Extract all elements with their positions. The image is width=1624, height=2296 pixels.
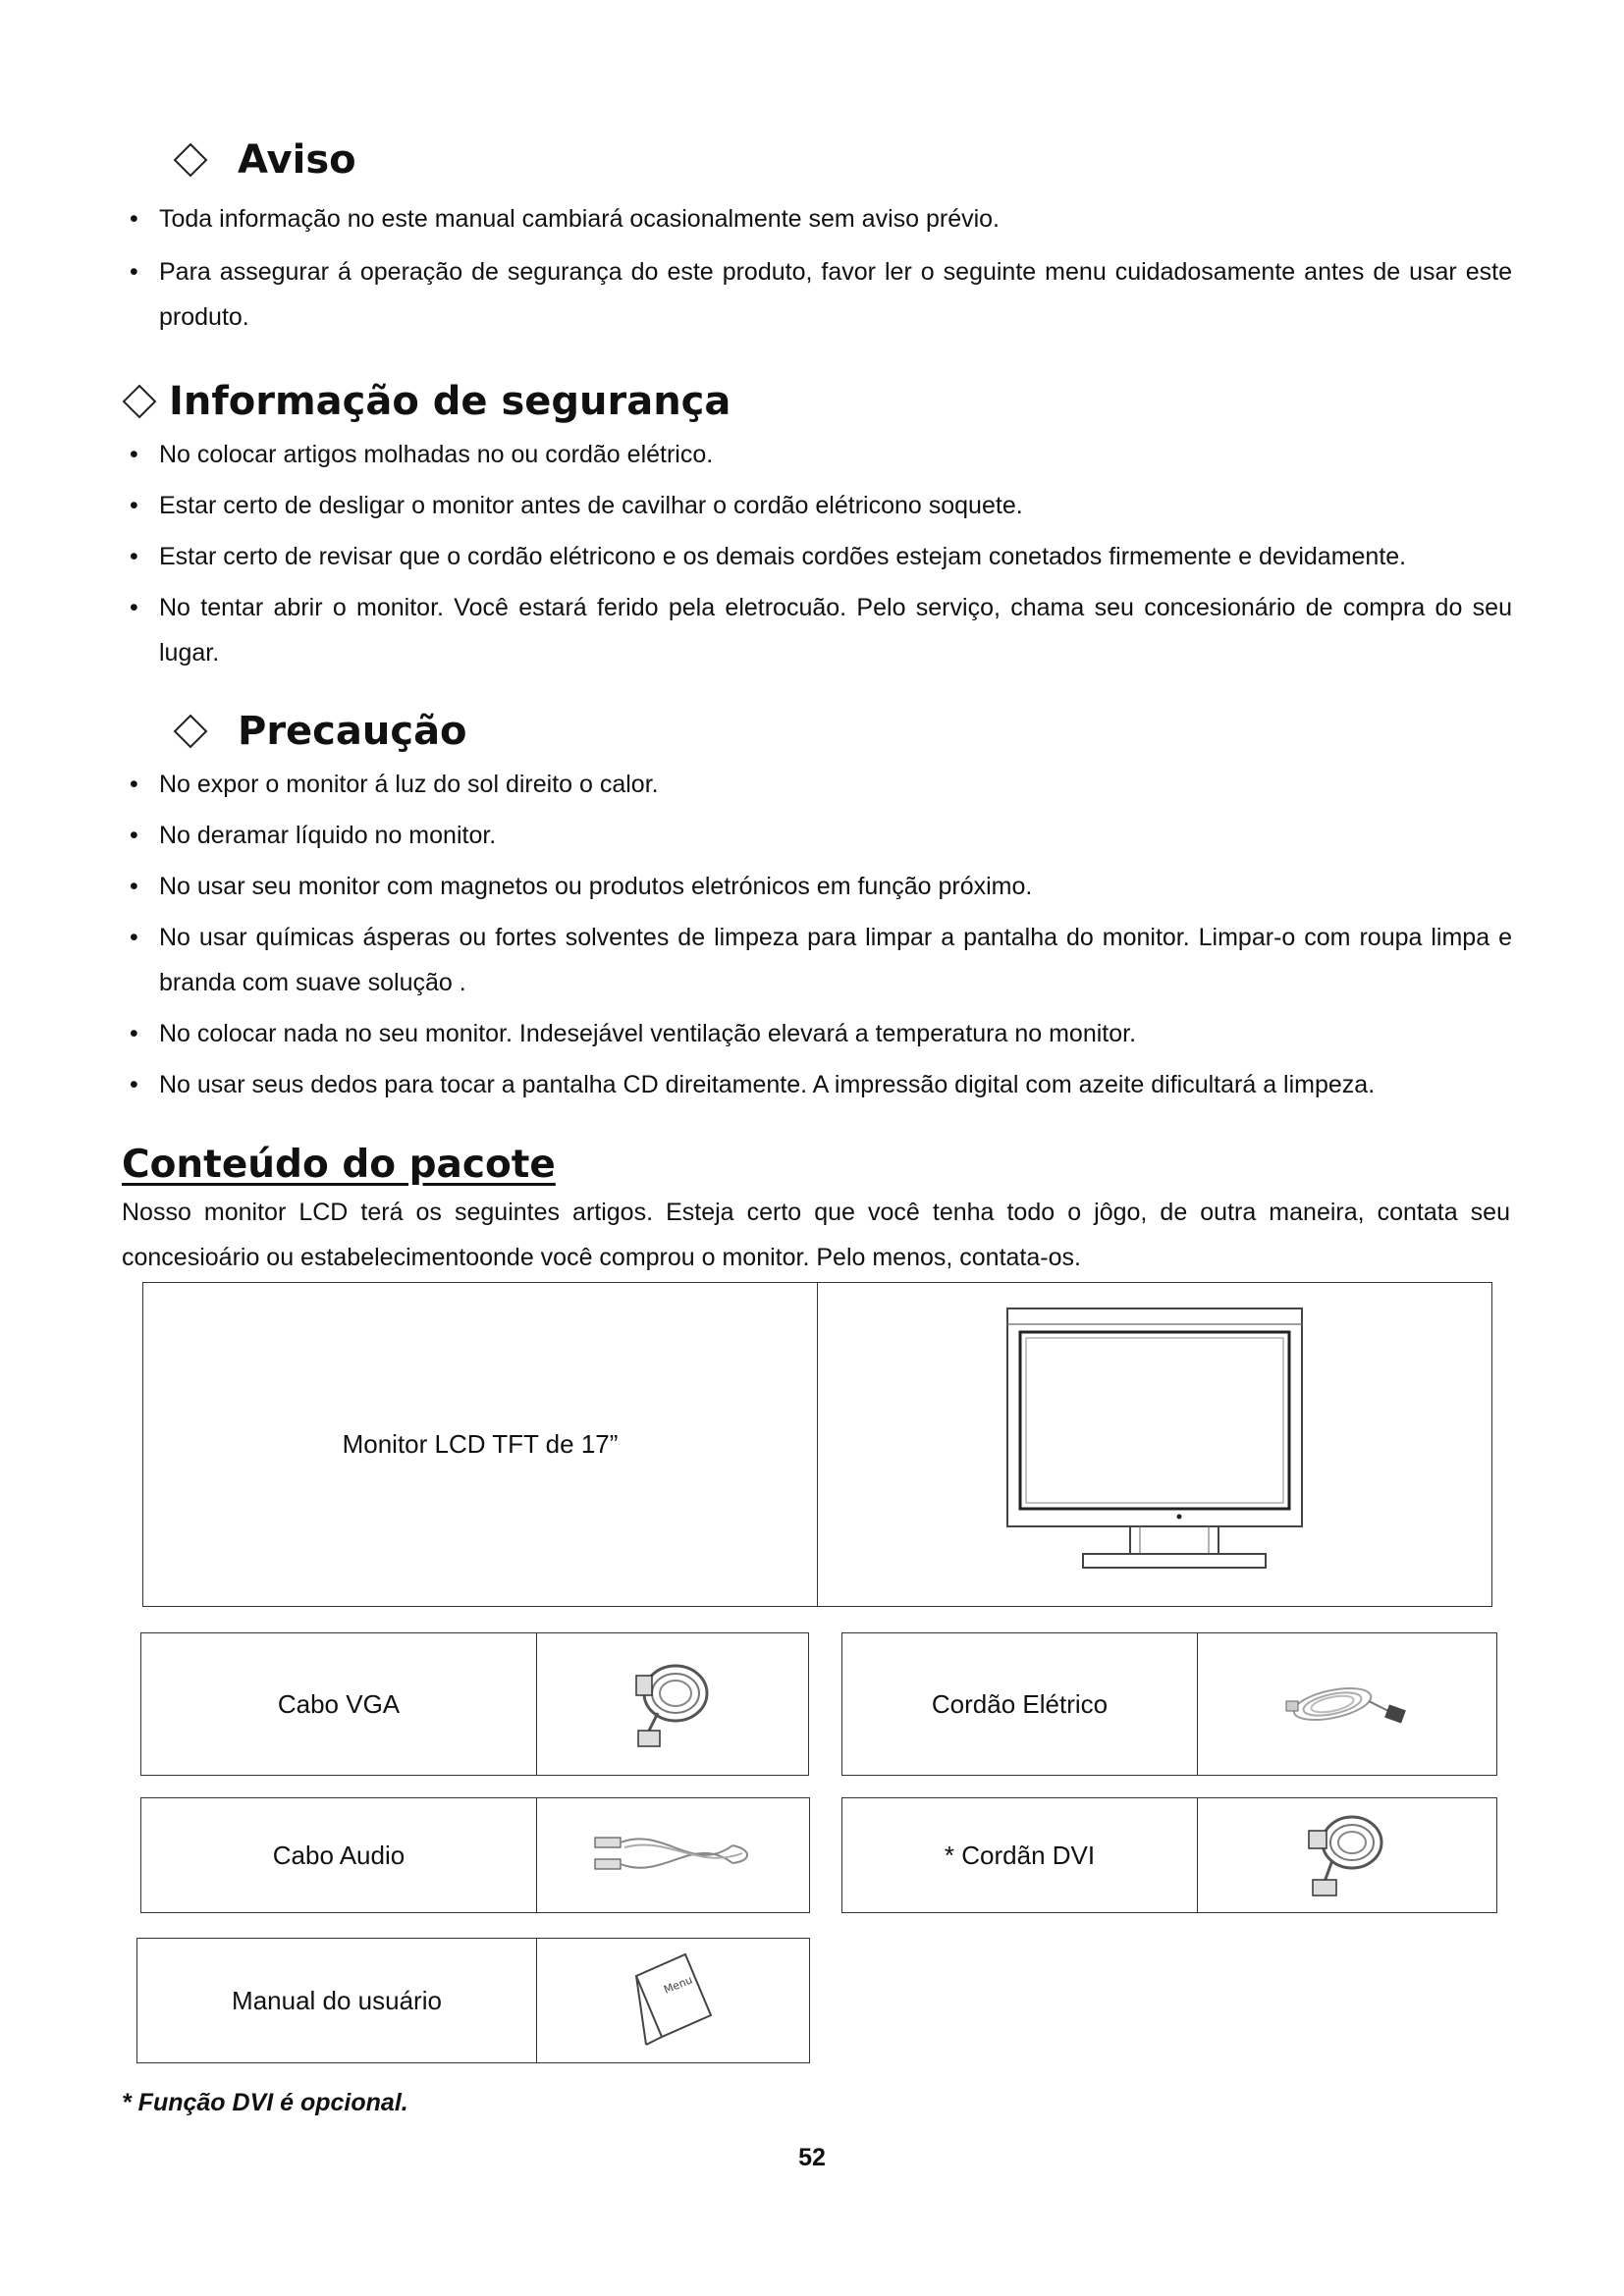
diamond-icon [122, 384, 157, 419]
bullet-icon: • [130, 1071, 138, 1098]
aviso-list [118, 196, 1512, 340]
dvi-cable-label: * Cordãn DVI [842, 1798, 1198, 1912]
monitor-image-cell [818, 1283, 1491, 1606]
dvi-cable-box [841, 1797, 1497, 1913]
conteudo-title: Conteúdo do pacote [122, 1143, 556, 1187]
list-item: • No usar químicas ásperas ou fortes solventes de limpeza para limpar a pantalha do monitor. Limpar-o com roupa limpa e branda com suave solução . [118, 915, 1512, 1005]
monitor-box [142, 1282, 1492, 1607]
bullet-icon: • [130, 771, 138, 798]
list-item: • No tentar abrir o monitor. Você estará ferido pela eletrocuão. Pelo serviço, chama seu concesionário de compra do seu lugar. [118, 585, 1512, 675]
bullet-icon: • [130, 441, 138, 468]
precaucao-title: Precaução [238, 709, 467, 754]
audio-cable-icon [585, 1816, 762, 1895]
bullet-icon: • [130, 924, 138, 951]
vga-image-cell [537, 1633, 808, 1775]
vga-cable-box [140, 1632, 809, 1776]
list-item: • No colocar artigos molhadas no ou cordão elétrico. [118, 432, 1512, 477]
dvi-cable-icon [1293, 1801, 1401, 1909]
power-cord-box [841, 1632, 1497, 1776]
audio-cable-box [140, 1797, 810, 1913]
power-image-cell [1198, 1633, 1496, 1775]
bullet-icon: • [130, 873, 138, 900]
dvi-image-cell [1198, 1798, 1496, 1912]
footnote: * Função DVI é opcional. [122, 2089, 408, 2116]
manual-icon [624, 1947, 723, 2055]
bullet-icon: • [130, 543, 138, 570]
conteudo-intro: Nosso monitor LCD terá os seguintes artigos. Esteja certo que você tenha todo o jôgo, de outra maneira, contata seu concesioário ou estabelecimentoonde você comprou o monitor. Pelo menos, contata-os. [122, 1199, 1510, 1271]
bullet-icon: • [130, 1020, 138, 1047]
page-number: 52 [798, 2144, 826, 2171]
bullet-icon: • [130, 205, 138, 233]
manual-cover-text: Menu [661, 1973, 694, 1997]
list-item: • No colocar nada no seu monitor. Indesejável ventilação elevará a temperatura no monitor. [118, 1011, 1512, 1056]
bullet-icon: • [130, 822, 138, 849]
monitor-icon [1002, 1303, 1307, 1587]
audio-image-cell [537, 1798, 809, 1912]
manual-image-cell [537, 1939, 809, 2062]
precaucao-list [118, 762, 1512, 1107]
list-item: • No usar seu monitor com magnetos ou produtos eletrónicos em função próximo. [118, 864, 1512, 909]
aviso-heading [173, 137, 356, 183]
diamond-icon [173, 142, 208, 178]
precaucao-heading [173, 709, 467, 754]
monitor-label: Monitor LCD TFT de 17” [143, 1283, 818, 1606]
vga-cable-label: Cabo VGA [141, 1633, 537, 1775]
bullet-icon: • [130, 594, 138, 621]
manual-box [136, 1938, 810, 2063]
seguranca-list [118, 432, 1512, 675]
vga-cable-icon [619, 1650, 727, 1758]
power-cord-icon [1278, 1670, 1416, 1738]
power-cord-label: Cordão Elétrico [842, 1633, 1198, 1775]
seguranca-heading [122, 379, 731, 424]
diamond-icon [173, 714, 208, 749]
list-item: • Toda informação no este manual cambiará ocasionalmente sem aviso prévio. [118, 196, 1512, 241]
aviso-title: Aviso [238, 137, 356, 183]
list-item: • No usar seus dedos para tocar a pantalha CD direitamente. A impressão digital com azeite dificultará a limpeza. [118, 1062, 1512, 1107]
list-item: • Para assegurar á operação de segurança do este produto, favor ler o seguinte menu cuidadosamente antes de usar este produto. [118, 249, 1512, 340]
list-item: • No expor o monitor á luz do sol direito o calor. [118, 762, 1512, 807]
list-item: • No deramar líquido no monitor. [118, 813, 1512, 858]
list-item: • Estar certo de desligar o monitor antes de cavilhar o cordão elétricono soquete. [118, 483, 1512, 528]
manual-label: Manual do usuário [137, 1939, 537, 2062]
bullet-icon: • [130, 492, 138, 519]
bullet-icon: • [130, 258, 138, 286]
list-item: • Estar certo de revisar que o cordão elétricono e os demais cordões estejam conetados firmemente e devidamente. [118, 534, 1512, 579]
audio-cable-label: Cabo Audio [141, 1798, 537, 1912]
seguranca-title: Informação de segurança [169, 379, 731, 424]
